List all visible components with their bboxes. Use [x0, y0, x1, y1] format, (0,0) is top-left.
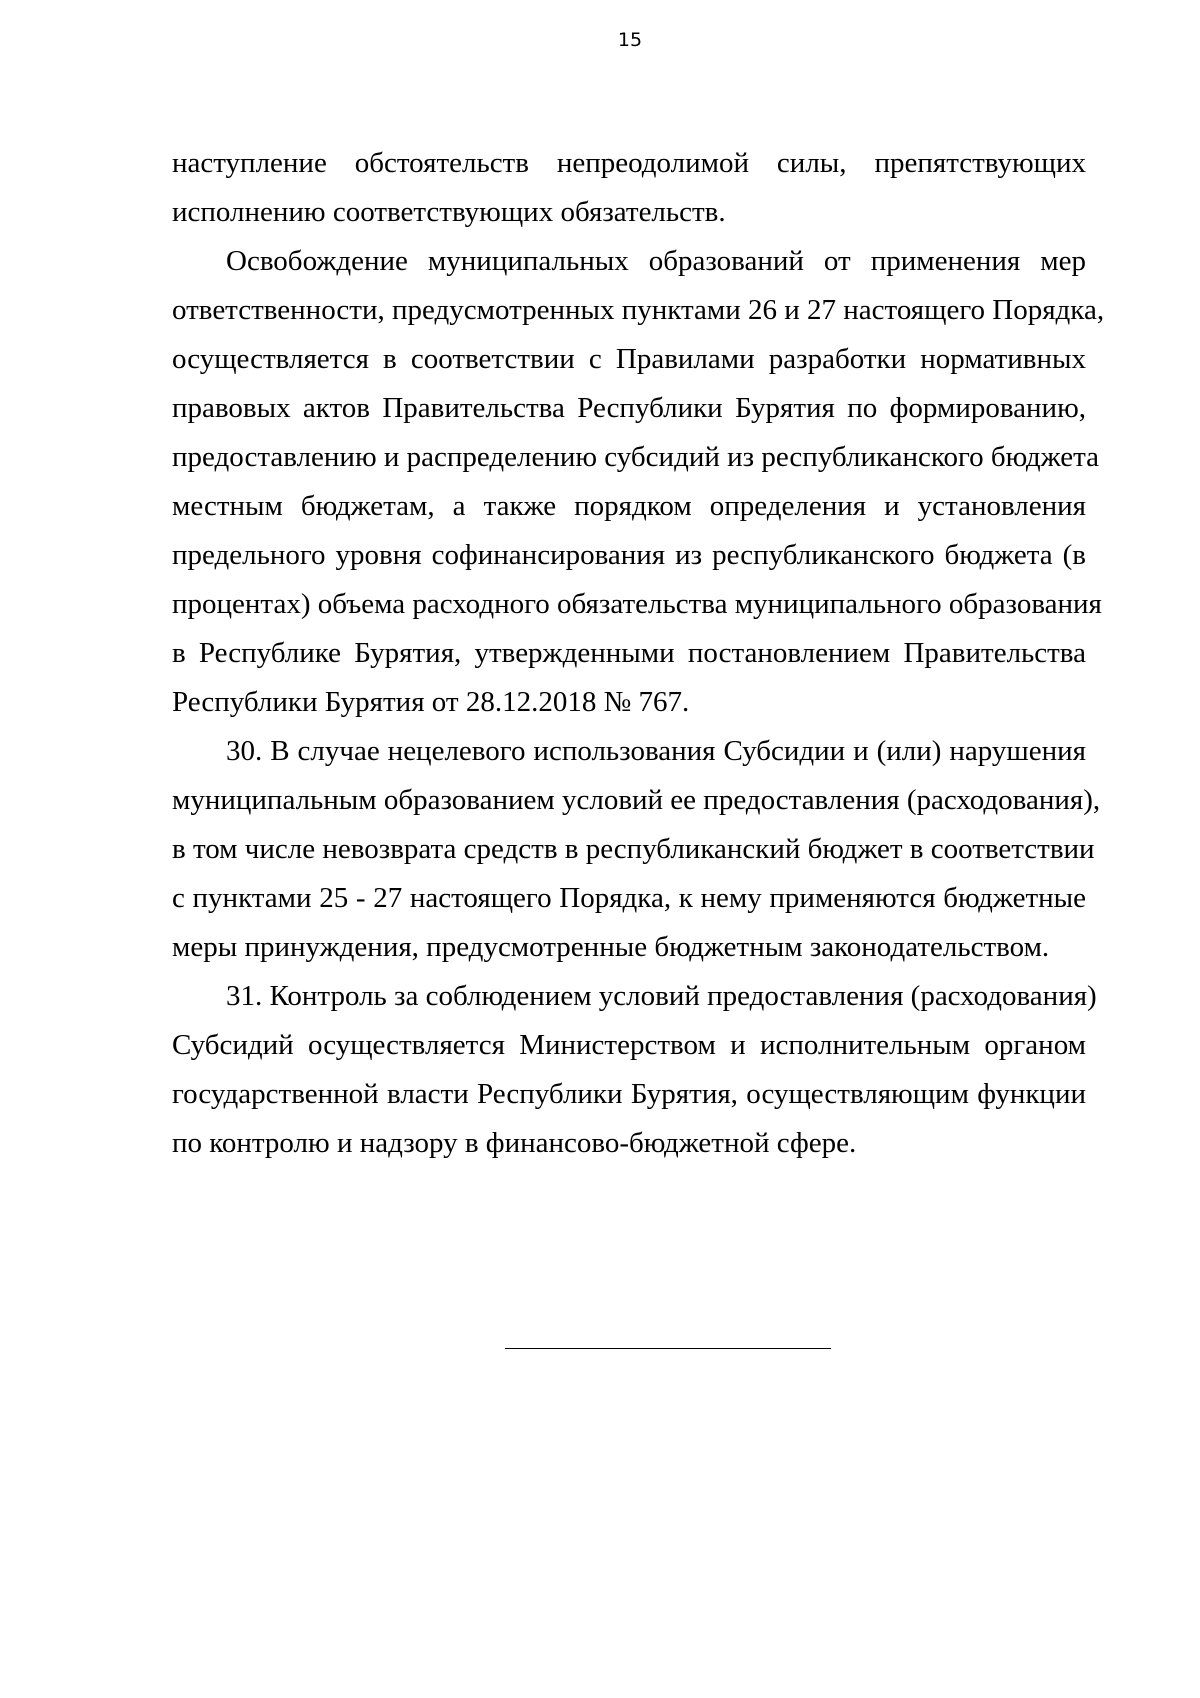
- paragraph-31: [172, 972, 1097, 1168]
- page-number: 15: [617, 29, 643, 51]
- text-line: ответственности, предусмотренных пунктами 26 и 27 настоящего Порядка,: [172, 294, 1105, 326]
- text-line: государственной власти Республики Бурятия, осуществляющим функции: [172, 1078, 1086, 1110]
- text-line: Субсидий осуществляется Министерством и исполнительным органом: [172, 1029, 1086, 1061]
- paragraph-exemption: [172, 237, 1105, 727]
- text-line: по контролю и надзору в финансово-бюджетной сфере.: [172, 1127, 857, 1159]
- text-line: Республики Бурятия от 28.12.2018 № 767.: [172, 686, 690, 718]
- text-line: осуществляется в соответствии с Правилами разработки нормативных: [172, 343, 1086, 375]
- paragraph-continuation: [172, 139, 1086, 237]
- text-line: предоставлению и распределению субсидий из республиканского бюджета: [172, 441, 1100, 473]
- text-line: исполнению соответствующих обязательств.: [172, 196, 726, 228]
- document-body: [172, 139, 1105, 1168]
- text-line: Освобождение муниципальных образований от применения мер: [226, 245, 1086, 277]
- end-divider-line: [505, 1348, 831, 1349]
- text-line: муниципальным образованием условий ее предоставления (расходования),: [172, 784, 1101, 816]
- text-line: предельного уровня софинансирования из республиканского бюджета (в: [172, 539, 1086, 571]
- text-line: в Республике Бурятия, утвержденными постановлением Правительства: [172, 637, 1086, 669]
- text-line: процентах) объема расходного обязательства муниципального образования: [172, 588, 1102, 620]
- text-line: наступление обстоятельств непреодолимой силы, препятствующих: [172, 147, 1086, 179]
- text-line: с пунктами 25 - 27 настоящего Порядка, к нему применяются бюджетные: [172, 882, 1086, 914]
- text-line: в том числе невозврата средств в республиканский бюджет в соответствии: [172, 833, 1095, 865]
- text-line: местным бюджетам, а также порядком определения и установления: [172, 490, 1086, 522]
- text-line: 30. В случае нецелевого использования Субсидии и (или) нарушения: [226, 735, 1086, 767]
- text-line: 31. Контроль за соблюдением условий предоставления (расходования): [226, 980, 1097, 1012]
- text-line: меры принуждения, предусмотренные бюджетным законодательством.: [172, 931, 1050, 963]
- paragraph-30: [172, 727, 1101, 972]
- text-line: правовых актов Правительства Республики Бурятия по формированию,: [172, 392, 1086, 424]
